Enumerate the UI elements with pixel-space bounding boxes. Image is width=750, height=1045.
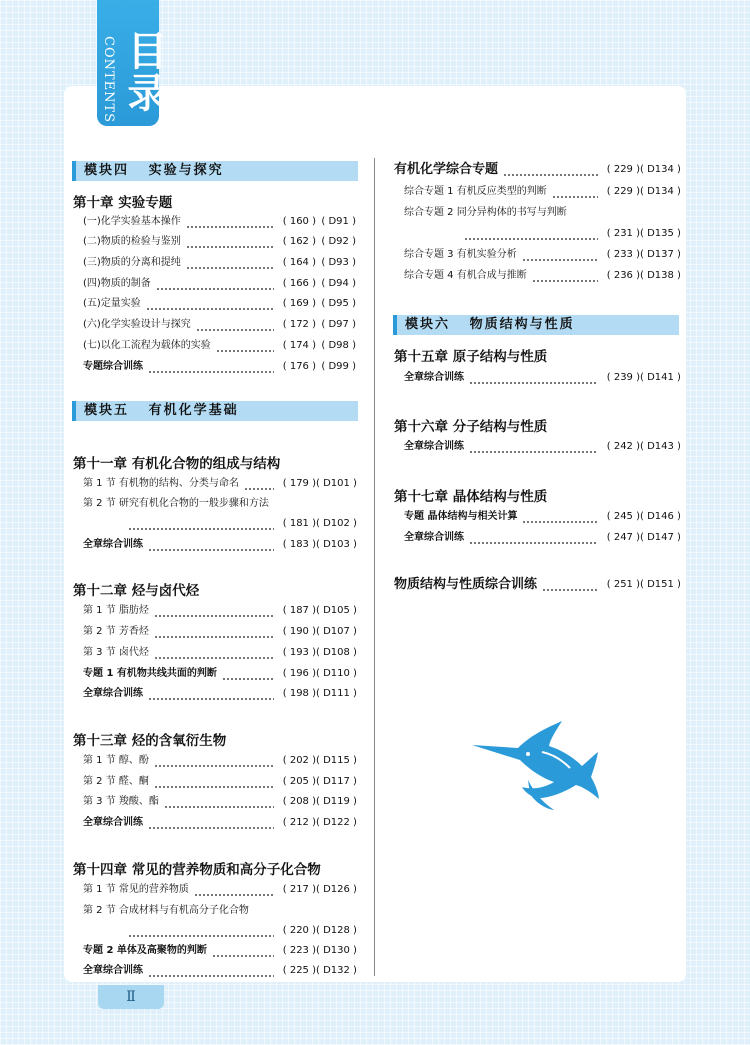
contents-title: 目录 — [121, 30, 167, 114]
toc-entry-continuation[interactable]: ( 220 ) ( D128 ) — [83, 923, 356, 939]
module-6-band: 模块六 物质结构与性质 — [393, 315, 679, 335]
toc-entry[interactable]: 专题综合训练 ( 176 ) ( D99 ) — [83, 361, 356, 372]
chapter-15-title: 第十五章 原子结构与性质 — [394, 349, 548, 365]
dot-leader — [542, 579, 598, 591]
dot-leader — [154, 647, 274, 659]
toc-entry[interactable]: (五)定量实验 ( 169 ) ( D95 ) — [83, 298, 356, 309]
dot-leader — [156, 278, 274, 290]
toc-entry-continuation[interactable]: ( 231 ) ( D135 ) — [404, 226, 680, 242]
dot-leader — [469, 441, 598, 453]
contents-subtitle: CONTENTS — [101, 36, 116, 124]
dot-leader — [148, 539, 274, 551]
toc-entry[interactable]: 综合专题 4 有机合成与推断 ( 236 ) ( D138 ) — [404, 270, 681, 281]
toc-entry[interactable]: 第 1 节 醇、酚 ( 202 ) ( D115 ) — [83, 755, 357, 766]
dot-leader — [186, 257, 274, 269]
module-4-band: 模块四 实验与探究 — [72, 161, 358, 181]
toc-entry[interactable]: 全章综合训练 ( 183 ) ( D103 ) — [83, 539, 357, 550]
dot-leader — [194, 884, 274, 896]
chapter-11-title: 第十一章 有机化合物的组成与结构 — [73, 456, 281, 472]
toc-entry[interactable]: (三)物质的分离和提纯 ( 164 ) ( D93 ) — [83, 257, 356, 268]
toc-entry[interactable]: 第 2 节 芳香烃 ( 190 ) ( D107 ) — [83, 626, 357, 637]
chapter-13-title: 第十三章 烃的含氧衍生物 — [73, 733, 227, 749]
dot-leader — [186, 236, 274, 248]
dot-leader — [464, 228, 598, 240]
toc-entry[interactable]: 专题 晶体结构与相关计算 ( 245 ) ( D146 ) — [404, 511, 681, 522]
toc-entry[interactable]: 全章综合训练 ( 239 ) ( D141 ) — [404, 372, 681, 383]
column-divider — [374, 158, 375, 976]
toc-entry[interactable]: 全章综合训练 ( 212 ) ( D122 ) — [83, 817, 357, 828]
toc-entry[interactable]: 全章综合训练 ( 247 ) ( D147 ) — [404, 532, 681, 543]
toc-entry[interactable]: (七)以化工流程为载体的实验 ( 174 ) ( D98 ) — [83, 340, 356, 351]
chapter-12-title: 第十二章 烃与卤代烃 — [73, 583, 200, 599]
dot-leader — [503, 164, 598, 176]
dot-leader — [154, 605, 274, 617]
dot-leader — [148, 817, 274, 829]
toc-entry[interactable]: (六)化学实验设计与探究 ( 172 ) ( D97 ) — [83, 319, 356, 330]
dot-leader — [154, 776, 274, 788]
dot-leader — [154, 626, 274, 638]
toc-entry[interactable]: 第 1 节 有机物的结构、分类与命名 ( 179 ) ( D101 ) — [83, 478, 357, 489]
toc-entry[interactable]: 全章综合训练 ( 242 ) ( D143 ) — [404, 441, 681, 452]
dot-leader — [222, 668, 274, 680]
chapter-16-title: 第十六章 分子结构与性质 — [394, 419, 548, 435]
toc-entry[interactable]: 综合专题 3 有机实验分析 ( 233 ) ( D137 ) — [404, 249, 681, 260]
toc-entry-continuation[interactable]: ( 181 ) ( D102 ) — [83, 516, 356, 532]
toc-entry[interactable]: 全章综合训练 ( 198 ) ( D111 ) — [83, 688, 357, 699]
dot-leader — [148, 361, 274, 373]
toc-entry[interactable]: 第 1 节 脂肪烃 ( 187 ) ( D105 ) — [83, 605, 357, 616]
toc-entry[interactable]: (一)化学实验基本操作 ( 160 ) ( D91 ) — [83, 216, 356, 227]
dot-leader — [196, 319, 274, 331]
dot-leader — [148, 688, 274, 700]
toc-entry-label[interactable]: 综合专题 2 同分异构体的书写与判断 — [404, 207, 567, 218]
dot-leader — [212, 945, 274, 957]
dot-leader — [154, 755, 274, 767]
toc-entry[interactable]: 第 1 节 常见的营养物质 ( 217 ) ( D126 ) — [83, 884, 357, 895]
toc-entry[interactable]: (二)物质的检验与鉴别 ( 162 ) ( D92 ) — [83, 236, 356, 247]
dot-leader — [469, 372, 598, 384]
dot-leader — [128, 518, 274, 530]
toc-entry-label[interactable]: 第 2 节 研究有机化合物的一般步骤和方法 — [83, 498, 269, 509]
toc-entry-label[interactable]: 第 2 节 合成材料与有机高分子化合物 — [83, 905, 249, 916]
toc-entry-structure-review[interactable]: 物质结构与性质综合训练 ( 251 ) ( D151 ) — [394, 577, 681, 592]
dot-leader — [128, 925, 274, 937]
page-number: Ⅱ — [98, 985, 164, 1009]
dot-leader — [186, 216, 274, 228]
toc-entry[interactable]: 第 3 节 羧酸、酯 ( 208 ) ( D119 ) — [83, 796, 357, 807]
toc-entry-organic-synthesis[interactable]: 有机化学综合专题 ( 229 ) ( D134 ) — [394, 162, 681, 177]
toc-entry[interactable]: 专题 1 有机物共线共面的判断 ( 196 ) ( D110 ) — [83, 668, 357, 679]
chapter-10-title: 第十章 实验专题 — [73, 195, 173, 211]
toc-entry[interactable]: 综合专题 1 有机反应类型的判断 ( 229 ) ( D134 ) — [404, 186, 681, 197]
chapter-17-title: 第十七章 晶体结构与性质 — [394, 489, 548, 505]
dot-leader — [469, 532, 598, 544]
module-5-band: 模块五 有机化学基础 — [72, 401, 358, 421]
toc-entry[interactable]: (四)物质的制备 ( 166 ) ( D94 ) — [83, 278, 356, 289]
toc-entry[interactable]: 全章综合训练 ( 225 ) ( D132 ) — [83, 965, 357, 976]
dot-leader — [164, 796, 274, 808]
chapter-14-title: 第十四章 常见的营养物质和高分子化合物 — [73, 862, 321, 878]
toc-entry[interactable]: 专题 2 单体及高聚物的判断 ( 223 ) ( D130 ) — [83, 945, 357, 956]
dot-leader — [244, 478, 274, 490]
dot-leader — [146, 298, 274, 310]
toc-entry[interactable]: 第 3 节 卤代烃 ( 193 ) ( D108 ) — [83, 647, 357, 658]
dot-leader — [522, 249, 598, 261]
swordfish-icon — [470, 718, 600, 813]
dot-leader — [552, 186, 598, 198]
dot-leader — [522, 511, 598, 523]
dot-leader — [532, 270, 598, 282]
toc-entry[interactable]: 第 2 节 醛、酮 ( 205 ) ( D117 ) — [83, 776, 357, 787]
dot-leader — [148, 965, 274, 977]
dot-leader — [216, 340, 274, 352]
